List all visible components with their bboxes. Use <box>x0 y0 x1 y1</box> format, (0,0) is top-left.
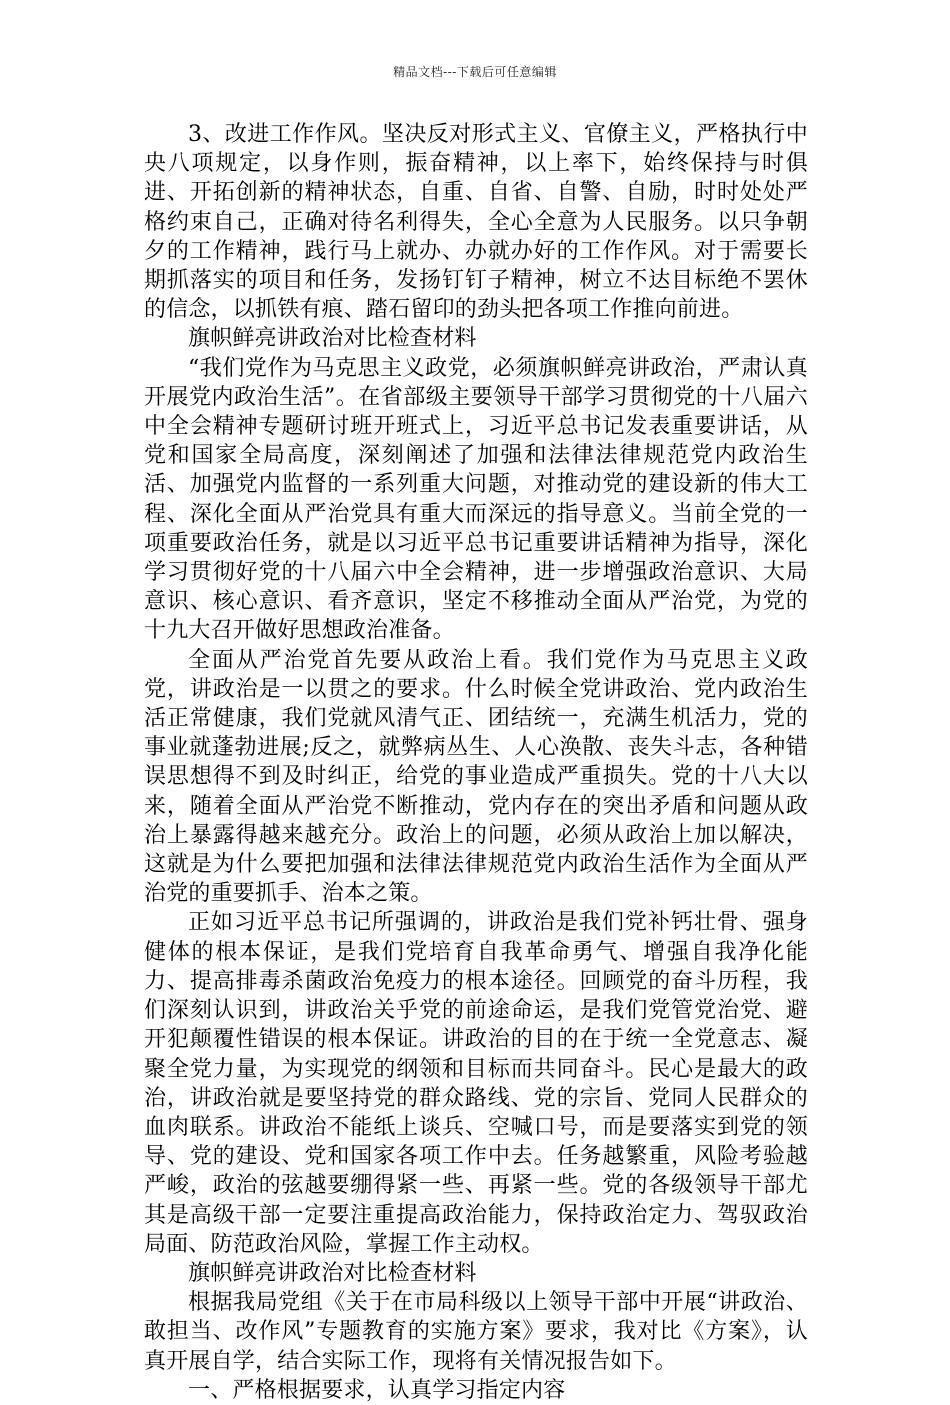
paragraph-strict-governance: 全面从严治党首先要从政治上看。我们党作为马克思主义政党，讲政治是一以贯之的要求。什么时候全党讲政治、党内政治生活正常健康，我们党就风清气正、团结统一，充满生机活力，党的事业就蓬勃进展;反之，就弊病丛生、人心涣散、丧失斗志，各种错误思想得不到及时纠正，给党的事业造成严重损失。党的十八大以来，随着全面从严治党不断推动，党内存在的突出矛盾和问题从政治上暴露得越来越充分。政治上的问题，必须从政治上加以解决，这就是为什么要把加强和法律法律规范党内政治生活作为全面从严治党的重要抓手、治本之策。 <box>144 647 808 907</box>
subheading-study-requirements: 一、严格根据要求，认真学习指定内容 <box>188 1377 566 1403</box>
paragraph-political-guarantee: 正如习近平总书记所强调的，讲政治是我们党补钙壮骨、强身健体的根本保证，是我们党培育自我革命勇气、增强自我净化能力、提高排毒杀菌政治免疫力的根本途径。回顾党的奋斗历程，我们深刻认识到，讲政治关乎党的前途命运，是我们党管党治党、避开犯颠覆性错误的根本保证。讲政治的目的在于统一全党意志、凝聚全党力量，为实现党的纲领和目标而共同奋斗。民心是最大的政治，讲政治就是要坚持党的群众路线、党的宗旨、党同人民群众的血肉联系。讲政治不能纸上谈兵、空喊口号，而是要落实到党的领导、党的建设、党和国家各项工作中去。任务越繁重，风险考验越严峻，政治的弦越要绷得紧一些、再紧一些。党的各级领导干部尤其是高级干部一定要注重提高政治能力，保持政治定力、驾驭政治局面、防范政治风险，掌握工作主动权。 <box>144 910 808 1257</box>
paragraph-work-style: 3、改进工作作风。坚决反对形式主义、官僚主义，严格执行中央八项规定，以身作则，振奋精神，以上率下，始终保持与时俱进、开拓创新的精神状态，自重、自省、自警、自励，时时处处严格约束自己，正确对待名利得失，全心全意为人民服务。以只争朝夕的工作精神，践行马上就办、办就办好的工作作风。对于需要长期抓落实的项目和任务，发扬钉钉子精神，树立不达目标绝不罢休的信念，以抓铁有痕、踏石留印的劲头把各项工作推向前进。 <box>144 122 808 323</box>
section-heading-2: 旗帜鲜亮讲政治对比检查材料 <box>188 1260 477 1286</box>
paragraph-implementation-plan: 根据我局党组《关于在市局科级以上领导干部中开展“讲政治、敢担当、改作风”专题教育的实施方案》要求，我对比《方案》，认真开展自学，结合实际工作，现将有关情况报告如下。 <box>144 1290 808 1374</box>
document-body <box>144 120 808 1405</box>
section-heading-1: 旗帜鲜亮讲政治对比检查材料 <box>188 326 477 352</box>
page-header: 精品文档---下载后可任意编辑 <box>393 65 557 79</box>
paragraph-party-politics: “我们党作为马克思主义政党，必须旗帜鲜亮讲政治，严肃认真开展党内政治生活”。在省部级主要领导干部学习贯彻党的十八届六中全会精神专题研讨班开班式上，习近平总书记发表重要讲话，从党和国家全局高度，深刻阐述了加强和法律法律规范党内政治生活、加强党内监督的一系列重大问题，对推动党的建设新的伟大工程、深化全面从严治党具有重大而深远的指导意义。当前全党的一项重要政治任务，就是以习近平总书记重要讲话精神为指导，深化学习贯彻好党的十八届六中全会精神，进一步增强政治意识、大局意识、核心意识、看齐意识，坚定不移推动全面从严治党，为党的十九大召开做好思想政治准备。 <box>144 355 808 644</box>
